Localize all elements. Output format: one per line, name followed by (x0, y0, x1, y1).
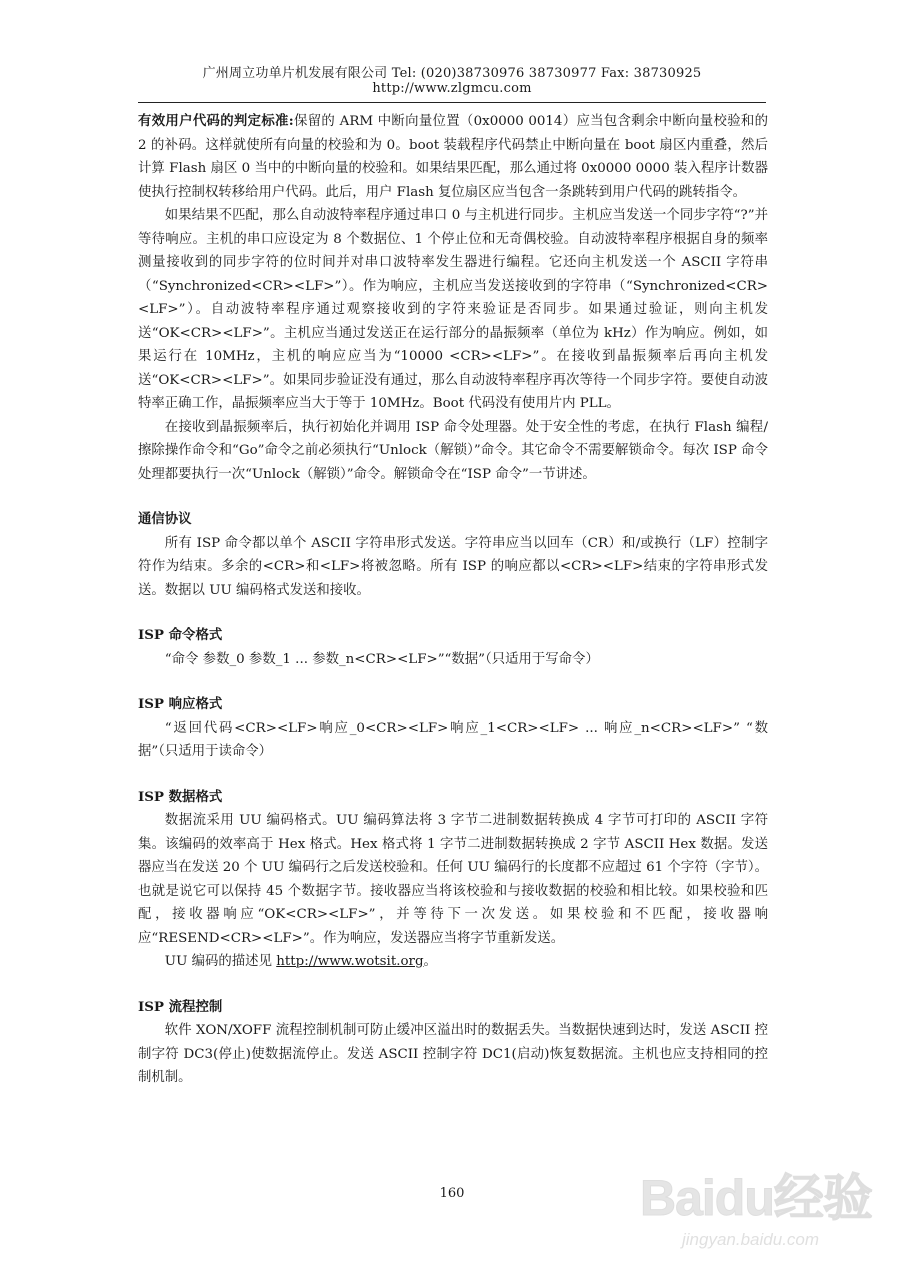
section-title-cmd-format: ISP 命令格式 (138, 627, 223, 643)
document-body (138, 110, 768, 1090)
section-title-resp-format: ISP 响应格式 (138, 696, 223, 712)
paragraph-uu-ref (138, 950, 768, 974)
paragraph-cmd-format: “命令 参数_0 参数_1 ... 参数_n<CR><LF>”“数据”（只适用于写命令） (164, 651, 599, 667)
paragraph-resp-format: “返回代码<CR><LF>响应_0<CR><LF>响应_1<CR><LF> ... 响应_n<CR><LF>” “数据”（只适用于读命令） (138, 720, 768, 759)
watermark-brand: Baidu经验 (640, 1170, 872, 1226)
section-title-flow: ISP 流程控制 (138, 998, 223, 1015)
page-header: 广州周立功单片机发展有限公司 Tel: (020)38730976 38730977 Fax: 38730925 http://www.zlgmcu.com (138, 62, 766, 103)
section-title-data-format: ISP 数据格式 (138, 788, 223, 805)
paragraph-valid-code (138, 110, 768, 204)
section-title-comm: 通信协议 (138, 511, 192, 527)
watermark-url: jingyan.baidu.com (682, 1230, 820, 1249)
page-number: 160 (439, 1186, 465, 1201)
paragraph-comm: 所有 ISP 命令都以单个 ASCII 字符串形式发送。字符串应当以回车（CR）和/或换行（LF）控制字符作为结束。多余的<CR>和<LF>将被忽略。所有 ISP 的响应都以<CR><LF>结束的字符串形式发送。数据以 UU 编码格式发送和接收。 (138, 535, 768, 598)
baidu-watermark (640, 1150, 890, 1260)
uu-suffix: 。 (423, 954, 437, 969)
wotsit-link[interactable]: http://www.wotsit.org (276, 954, 424, 969)
paragraph-text: 保留的 ARM 中断向量位置（0x0000 0014）应当包含剩余中断向量校验和的 2 的补码。这样就使所有向量的校验和为 0。boot 装载程序代码禁止中断向量在 boot 扇区内重叠，然后计算 Flash 扇区 0 当中的中断向量的校验和。如果结果匹配，那么通过将 0x0000 0000 装入程序计数器使执行控制权转移给用户代码。此后，用户 Flash 复位扇区应当包含一条跳转到用户代码的跳转指令。 (138, 114, 768, 200)
paragraph-lead: 有效用户代码的判定标准: (138, 113, 294, 129)
uu-prefix: UU 编码的描述见 (164, 954, 277, 969)
paragraph-autobaud: 如果结果不匹配，那么自动波特率程序通过串口 0 与主机进行同步。主机应当发送一个同步字符“?”并等待响应。主机的串口应设定为 8 个数据位、1 个停止位和无奇偶校验。自动波特率程序根据自身的频率测量接收到的同步字符的位时间并对串口波特率发生器进行编程。它还向主机发送一个 ASCII 字符串（“Synchronized<CR><LF>”）。作为响应，主机应当发送接收到的字符串（“Synchronized<CR><LF>”）。自动波特率程序通过观察接收到的字符来验证是否同步。如果通过验证，则向主机发送“OK<CR><LF>”。主机应当通过发送正在运行部分的晶振频率（单位为 kHz）作为响应。例如，如果运行在 10MHz，主机的响应应当为“10000 <CR><LF>”。在接收到晶振频率后再向主机发送“OK<CR><LF>”。如果同步验证没有通过，那么自动波特率程序再次等待一个同步字符。要使自动波特率正确工作，晶振频率应当大于等于 10MHz。Boot 代码没有使用片内 PLL。 (138, 208, 768, 411)
paragraph-flow: 软件 XON/XOFF 流程控制机制可防止缓冲区溢出时的数据丢失。当数据快速到达时，发送 ASCII 控制字符 DC3(停止)使数据流停止。发送 ASCII 控制字符 DC1(启动)恢复数据流。主机也应支持相同的控制机制。 (138, 1023, 768, 1085)
paragraph-isp-init: 在接收到晶振频率后，执行初始化并调用 ISP 命令处理器。处于安全性的考虑，在执行 Flash 编程/擦除操作命令和“Go”命令之前必须执行“Unlock（解锁）”命令。其它命令不需要解锁命令。每次 ISP 命令处理都要执行一次“Unlock（解锁）”命令。解锁命令在“ISP 命令”一节讲述。 (138, 419, 768, 482)
paragraph-data-format: 数据流采用 UU 编码格式。UU 编码算法将 3 字节二进制数据转换成 4 字节可打印的 ASCII 字符集。该编码的效率高于 Hex 格式。Hex 格式将 1 字节二进制数据转换成 2 字节 ASCII Hex 数据。发送器应当在发送 20 个 UU 编码行之后发送校验和。任何 UU 编码行的长度都不应超过 61 个字符（字节）。也就是说它可以保持 45 个数据字节。接收器应当将该校验和与接收数据的校验和相比较。如果校验和匹配，接收器响应“OK<CR><LF>”，并等待下一次发送。如果校验和不匹配，接收器响应“RESEND<CR><LF>”。作为响应，发送器应当将字节重新发送。 (138, 813, 768, 946)
